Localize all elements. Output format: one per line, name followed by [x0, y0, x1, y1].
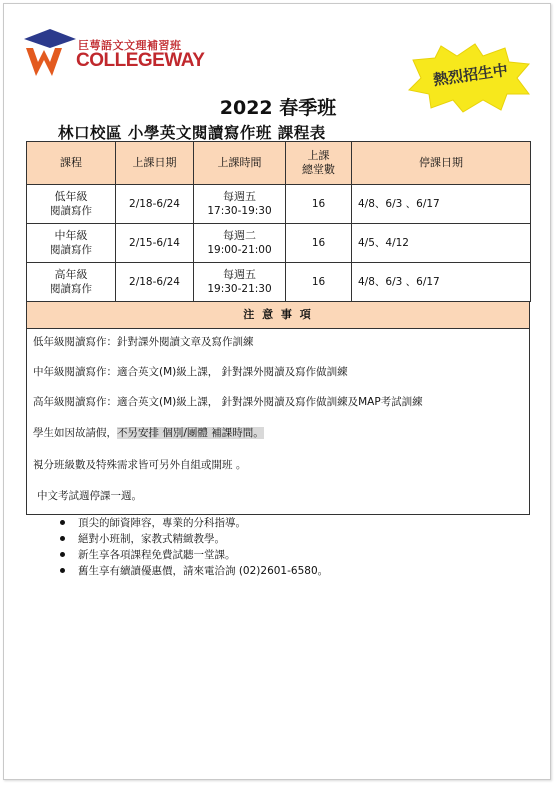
leave-policy-prefix: 學生如因故請假，	[33, 427, 117, 439]
bullet-dot-icon	[60, 520, 65, 525]
header-course: 課程	[27, 142, 116, 185]
cell-course	[27, 224, 116, 263]
graduation-cap-w-icon	[22, 26, 82, 84]
cell-dates: 2/15-6/14	[116, 224, 194, 263]
time-range: 19:00-21:00	[207, 244, 272, 256]
cell-dates: 2/18-6/24	[116, 263, 194, 302]
notes-header: 注 意 事 項	[27, 302, 529, 329]
cell-off-dates: 4/5、4/12	[352, 224, 531, 263]
cell-time	[194, 185, 286, 224]
course-level: 低年級	[54, 190, 88, 203]
time-day: 每週五	[223, 268, 256, 281]
list-item-text: 新生享各項課程免費試聽一堂課。	[78, 549, 236, 561]
course-level: 高年級	[54, 268, 88, 281]
bullet-dot-icon	[60, 552, 65, 557]
note-class-size: 視分班級數及特殊需求皆可另外自組或開班 。	[33, 459, 247, 471]
cell-time	[194, 263, 286, 302]
logo-chinese-name: 巨萼語文文理補習班	[78, 39, 182, 52]
course-type: 閱讀寫作	[50, 283, 92, 295]
header-sessions-line2: 總堂數	[302, 163, 335, 176]
table-row	[27, 185, 531, 224]
list-item	[60, 547, 328, 563]
header-sessions-line1: 上課	[307, 149, 330, 162]
cell-course	[27, 185, 116, 224]
table-row	[27, 224, 531, 263]
header-off-dates: 停課日期	[352, 142, 531, 185]
leave-policy-highlight: 不另安排 個別/團體 補課時間。	[117, 427, 264, 439]
list-item	[60, 563, 328, 579]
bullet-dot-icon	[60, 568, 65, 573]
feature-list	[60, 515, 328, 579]
list-item-text: 絕對小班制，家教式精緻教學。	[78, 533, 225, 545]
list-item-text: 頂尖的師資陣容，專業的分科指導。	[78, 517, 246, 529]
list-item	[60, 531, 328, 547]
note-high-grade: 高年級閱讀寫作：適合英文(M)級上課， 針對課外閱讀及寫作做訓練及MAP考試訓練	[33, 396, 423, 408]
cell-course	[27, 263, 116, 302]
cell-sessions: 16	[286, 224, 352, 263]
bullet-dot-icon	[60, 536, 65, 541]
note-leave-policy	[33, 425, 264, 440]
course-type: 閱讀寫作	[50, 205, 92, 217]
list-item	[60, 515, 328, 531]
cell-off-dates: 4/8、6/3 、6/17	[352, 263, 531, 302]
notes-section	[26, 301, 530, 515]
cell-dates: 2/18-6/24	[116, 185, 194, 224]
header-time: 上課時間	[194, 142, 286, 185]
time-range: 19:30-21:30	[207, 283, 272, 295]
cell-off-dates: 4/8、6/3 、6/17	[352, 185, 531, 224]
page-subtitle: 林口校區 小學英文閱讀寫作班 課程表	[58, 124, 326, 142]
logo	[22, 26, 205, 84]
logo-english-name: COLLEGEWAY	[76, 50, 205, 71]
list-item-text: 舊生享有續讀優惠價，請來電洽詢 (02)2601-6580。	[78, 565, 329, 577]
note-low-grade: 低年級閱讀寫作：針對課外閱讀文章及寫作訓練	[33, 336, 254, 348]
cell-sessions: 16	[286, 185, 352, 224]
table-row	[27, 263, 531, 302]
time-day: 每週五	[223, 190, 256, 203]
enrollment-text: 熱烈招生中	[432, 60, 509, 90]
note-mid-grade: 中年級閱讀寫作：適合英文(M)級上課， 針對課外閱讀及寫作做訓練	[33, 366, 348, 378]
course-type: 閱讀寫作	[50, 244, 92, 256]
header-sessions	[286, 142, 352, 185]
table-header-row	[27, 142, 531, 185]
course-level: 中年級	[54, 229, 88, 242]
time-day: 每週二	[223, 229, 256, 242]
header-dates: 上課日期	[116, 142, 194, 185]
page-title: 2022 春季班	[219, 97, 337, 119]
note-exam-week: 中文考試週停課一週。	[37, 490, 142, 502]
cell-time	[194, 224, 286, 263]
cell-sessions: 16	[286, 263, 352, 302]
schedule-table	[26, 141, 531, 302]
time-range: 17:30-19:30	[207, 205, 272, 217]
